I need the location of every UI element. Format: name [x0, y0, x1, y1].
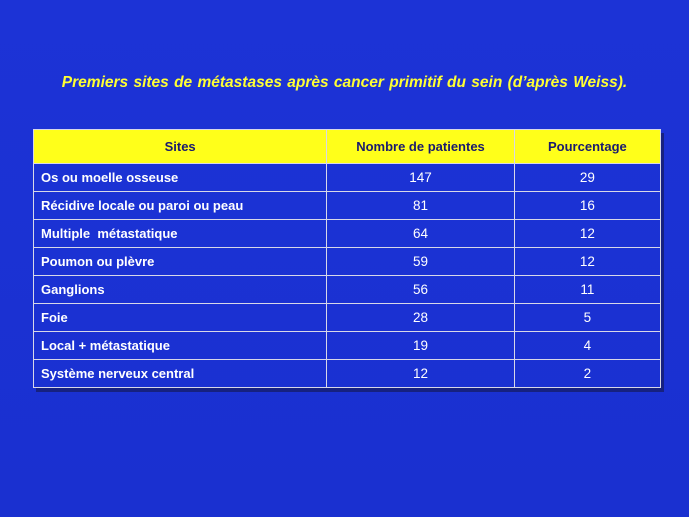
percent-cell: 12 [514, 220, 660, 248]
percent-cell: 12 [514, 248, 660, 276]
slide-title: Premiers sites de métastases après cancer primitif du sein (d’après Weiss). [61, 74, 628, 91]
table-row [34, 220, 661, 248]
site-cell: Os ou moelle osseuse [34, 164, 327, 192]
table-row [34, 192, 661, 220]
count-cell: 19 [327, 332, 514, 360]
site-cell: Système nerveux central [34, 360, 327, 388]
count-cell: 12 [327, 360, 514, 388]
percent-cell: 4 [514, 332, 660, 360]
table-row [34, 248, 661, 276]
header-patient-count: Nombre de patientes [327, 130, 514, 164]
site-cell: Ganglions [34, 276, 327, 304]
table-header-row [34, 130, 661, 164]
table-row [34, 332, 661, 360]
percent-cell: 11 [514, 276, 660, 304]
table-row [34, 304, 661, 332]
table-row [34, 164, 661, 192]
header-sites: Sites [34, 130, 327, 164]
site-cell: Récidive locale ou paroi ou peau [34, 192, 327, 220]
count-cell: 81 [327, 192, 514, 220]
table-row [34, 276, 661, 304]
percent-cell: 29 [514, 164, 660, 192]
site-cell: Poumon ou plèvre [34, 248, 327, 276]
metastasis-sites-table [33, 129, 661, 388]
count-cell: 64 [327, 220, 514, 248]
count-cell: 28 [327, 304, 514, 332]
table-row [34, 360, 661, 388]
percent-cell: 5 [514, 304, 660, 332]
count-cell: 56 [327, 276, 514, 304]
count-cell: 59 [327, 248, 514, 276]
site-cell: Multiple métastatique [34, 220, 327, 248]
percent-cell: 2 [514, 360, 660, 388]
percent-cell: 16 [514, 192, 660, 220]
count-cell: 147 [327, 164, 514, 192]
header-percentage: Pourcentage [514, 130, 660, 164]
site-cell: Local + métastatique [34, 332, 327, 360]
site-cell: Foie [34, 304, 327, 332]
